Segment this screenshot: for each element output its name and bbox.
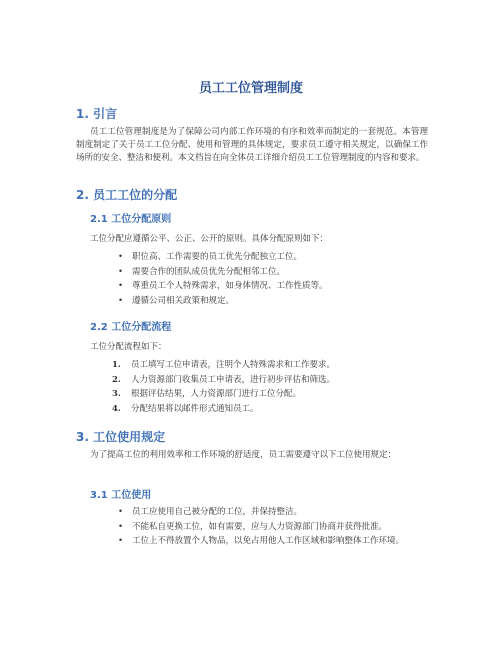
list-number: 1. <box>112 360 121 370</box>
list-item <box>118 250 438 265</box>
list-item <box>118 520 438 535</box>
list-item <box>112 358 442 373</box>
list-item-text: 不能私自更换工位，如有需要，应与人力资源部门协商并获得批准。 <box>132 521 388 532</box>
bullet-marker: • <box>118 521 124 532</box>
list-item-text: 员工填写工位申请表，注明个人特殊需求和工作要求。 <box>131 360 336 370</box>
list-item-text: 遵循公司相关政策和规定。 <box>132 295 235 306</box>
section-2-2-heading: 2.2 工位分配流程 <box>90 322 172 333</box>
workstation-usage-list <box>118 505 438 549</box>
list-item-text: 根据评估结果，人力资源部门进行工位分配。 <box>131 389 302 399</box>
list-number: 3. <box>112 389 121 399</box>
section-3-heading: 3. 工位使用规定 <box>76 430 166 444</box>
list-item <box>118 294 438 309</box>
bullet-marker: • <box>118 252 124 262</box>
bullet-marker: • <box>118 536 124 546</box>
list-item <box>112 373 442 388</box>
section-1-heading: 1. 引言 <box>76 107 118 121</box>
list-item-text: 职位高、工作需要的员工优先分配独立工位。 <box>132 252 303 262</box>
section-2-2-lead: 工位分配流程如下： <box>90 342 167 352</box>
list-number: 4. <box>112 403 121 414</box>
bullet-marker: • <box>118 507 124 517</box>
list-item-text: 分配结果将以邮件形式通知员工。 <box>131 403 259 414</box>
bullet-marker: • <box>118 295 124 306</box>
section-3-paragraph: 为了提高工位的利用效率和工作环境的舒适度，员工需要遵守以下工位使用规定： <box>90 450 397 460</box>
list-item-text: 尊重员工个人特殊需求，如身体情况、工作性质等。 <box>132 281 328 291</box>
section-1-paragraph: 员工工位管理制度是为了保障公司内部工作环境的有序和效率而制定的一套规范。本管理制度制定了关于员工工位分配、使用和管理的具体规定，要求员工遵守相关规定，以确保工作场所的安全、整洁和便利。本文档旨在向全体员工详细介绍员工工位管理制度的内容和要求。 <box>76 127 428 163</box>
list-item-text: 需要合作的团队成员优先分配相邻工位。 <box>132 266 286 277</box>
list-item <box>112 402 442 417</box>
section-2-1-heading: 2.1 工位分配原则 <box>90 214 172 225</box>
list-item <box>118 279 438 294</box>
allocation-process-list <box>112 358 442 416</box>
list-item <box>118 265 438 280</box>
list-item-text: 人力资源部门收集员工申请表，进行初步评估和筛选。 <box>131 374 336 385</box>
bullet-marker: • <box>118 266 124 277</box>
list-item-text: 工位上不得放置个人物品，以免占用他人工作区域和影响整体工作环境。 <box>132 536 405 546</box>
bullet-marker: • <box>118 281 124 291</box>
document-title: 员工工位管理制度 <box>198 81 303 96</box>
allocation-principles-list <box>118 250 438 308</box>
list-item <box>112 387 442 402</box>
section-2-heading: 2. 员工工位的分配 <box>76 188 178 202</box>
list-number: 2. <box>112 374 121 385</box>
list-item <box>118 534 438 549</box>
section-2-1-lead: 工位分配应遵循公平、公正、公开的原则。具体分配原则如下： <box>90 234 329 244</box>
list-item-text: 员工应使用自己被分配的工位，并保持整洁。 <box>132 507 303 517</box>
section-3-1-heading: 3.1 工位使用 <box>90 490 152 501</box>
list-item <box>118 505 438 520</box>
